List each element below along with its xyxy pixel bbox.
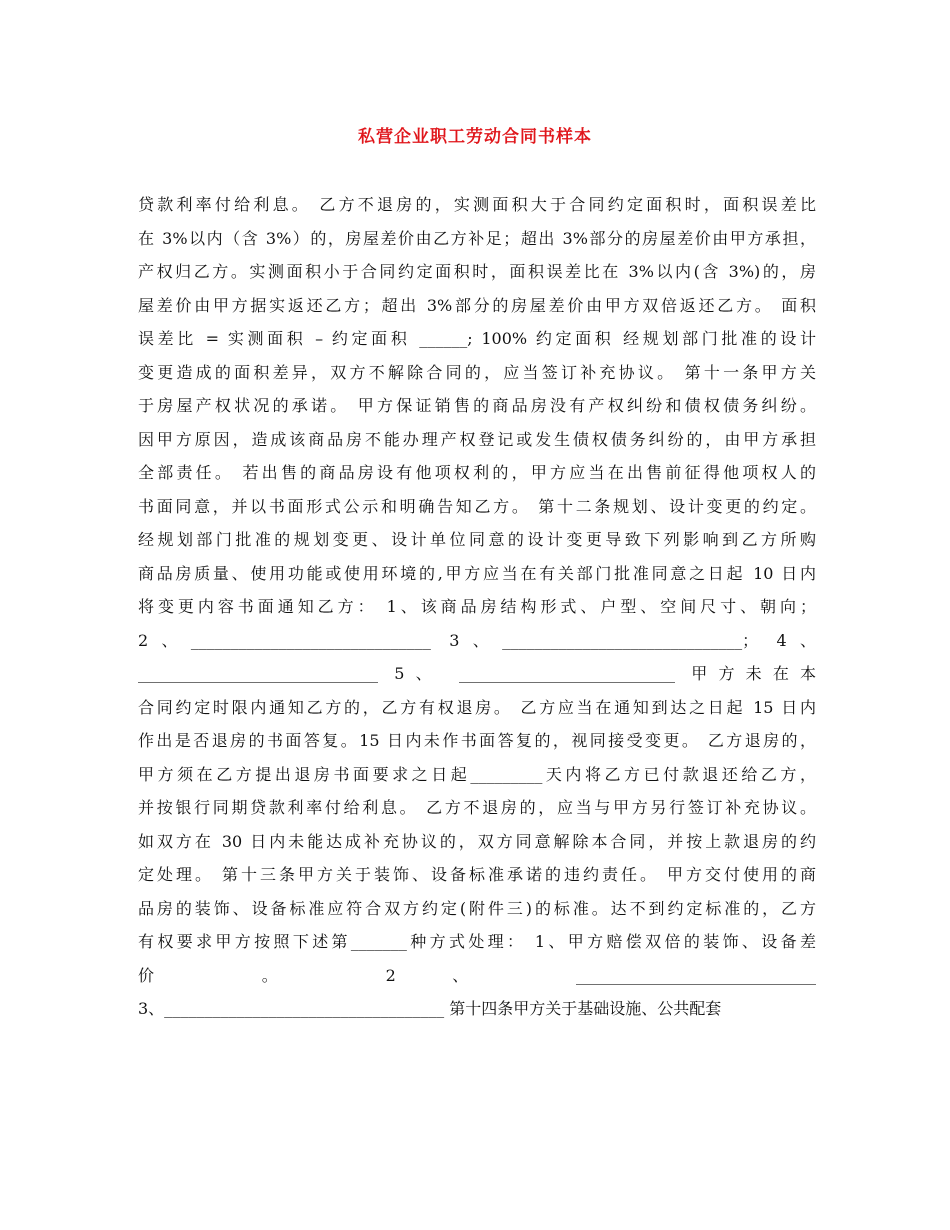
body-line: 价 。 2 、 ______________________________ [138, 965, 816, 985]
body-line: 合同约定时限内通知乙方的，乙方有权退房。 乙方应当在通知到达之日起 15 日内 [138, 697, 816, 717]
body-line: 将变更内容书面通知乙方： 1、该商品房结构形式、户型、空间尺寸、朝向； [138, 597, 816, 616]
body-line: ______________________________ 5、 ___________________________ 甲方未在本 [138, 664, 816, 683]
body-line: 3、___________________________________ 第十四条甲方关于基础设施、公共配套 [138, 999, 722, 1018]
body-line: 定处理。 第十三条甲方关于装饰、设备标准承诺的违约责任。 甲方交付使用的商 [138, 865, 816, 884]
body-line: 甲方须在乙方提出退房书面要求之日起_________天内将乙方已付款退还给乙方， [138, 764, 816, 784]
body-line: 作出是否退房的书面答复。15 日内未作书面答复的，视同接受变更。 乙方退房的， [138, 731, 816, 750]
document-body [138, 188, 816, 1026]
document-title: 私营企业职工劳动合同书样本 [358, 127, 592, 147]
body-line: 贷款利率付给利息。 乙方不退房的，实测面积大于合同约定面积时，面积误差比 [138, 195, 816, 214]
body-line: 品房的装饰、设备标准应符合双方约定(附件三)的标准。达不到约定标准的，乙方 [138, 898, 816, 918]
body-line: 于房屋产权状况的承诺。 甲方保证销售的商品房没有产权纠纷和债权债务纠纷。 [138, 396, 816, 415]
body-line: 误差比 = 实测面积 – 约定面积 ______; 100% 约定面积 经规划部门批准的设计 [138, 329, 816, 348]
body-line: 有权要求甲方按照下述第_______种方式处理： 1、甲方赔偿双倍的装饰、设备差 [138, 932, 816, 951]
body-line: 产权归乙方。实测面积小于合同约定面积时，面积误差比在 3%以内(含 3%)的，房 [138, 262, 816, 281]
body-line: 如双方在 30 日内未能达成补充协议的，双方同意解除本合同，并按上款退房的约 [138, 831, 816, 851]
body-line: 商品房质量、使用功能或使用环境的,甲方应当在有关部门批准同意之日起 10 日内 [138, 563, 816, 583]
body-line: 全部责任。 若出售的商品房设有他项权利的，甲方应当在出售前征得他项权人的 [138, 463, 816, 482]
body-line: 书面同意，并以书面形式公示和明确告知乙方。 第十二条规划、设计变更的约定。 [138, 496, 816, 516]
body-line: 屋差价由甲方据实返还乙方；超出 3%部分的房屋差价由甲方双倍返还乙方。 面积 [138, 295, 816, 315]
body-line: 并按银行同期贷款利率付给利息。 乙方不退房的，应当与甲方另行签订补充协议。 [138, 798, 816, 817]
body-line: 因甲方原因，造成该商品房不能办理产权登记或发生债权债务纠纷的，由甲方承担 [138, 429, 816, 449]
body-line: 2、______________________________ 3、______________________________； 4、 [138, 630, 816, 650]
body-line: 变更造成的面积差异，双方不解除合同的，应当签订补充协议。 第十一条甲方关 [138, 362, 816, 382]
body-line: 经规划部门批准的规划变更、设计单位同意的设计变更导致下列影响到乙方所购 [138, 530, 816, 549]
body-line: 在 3%以内（含 3%）的，房屋差价由乙方补足；超出 3%部分的房屋差价由甲方承担， [138, 228, 816, 248]
